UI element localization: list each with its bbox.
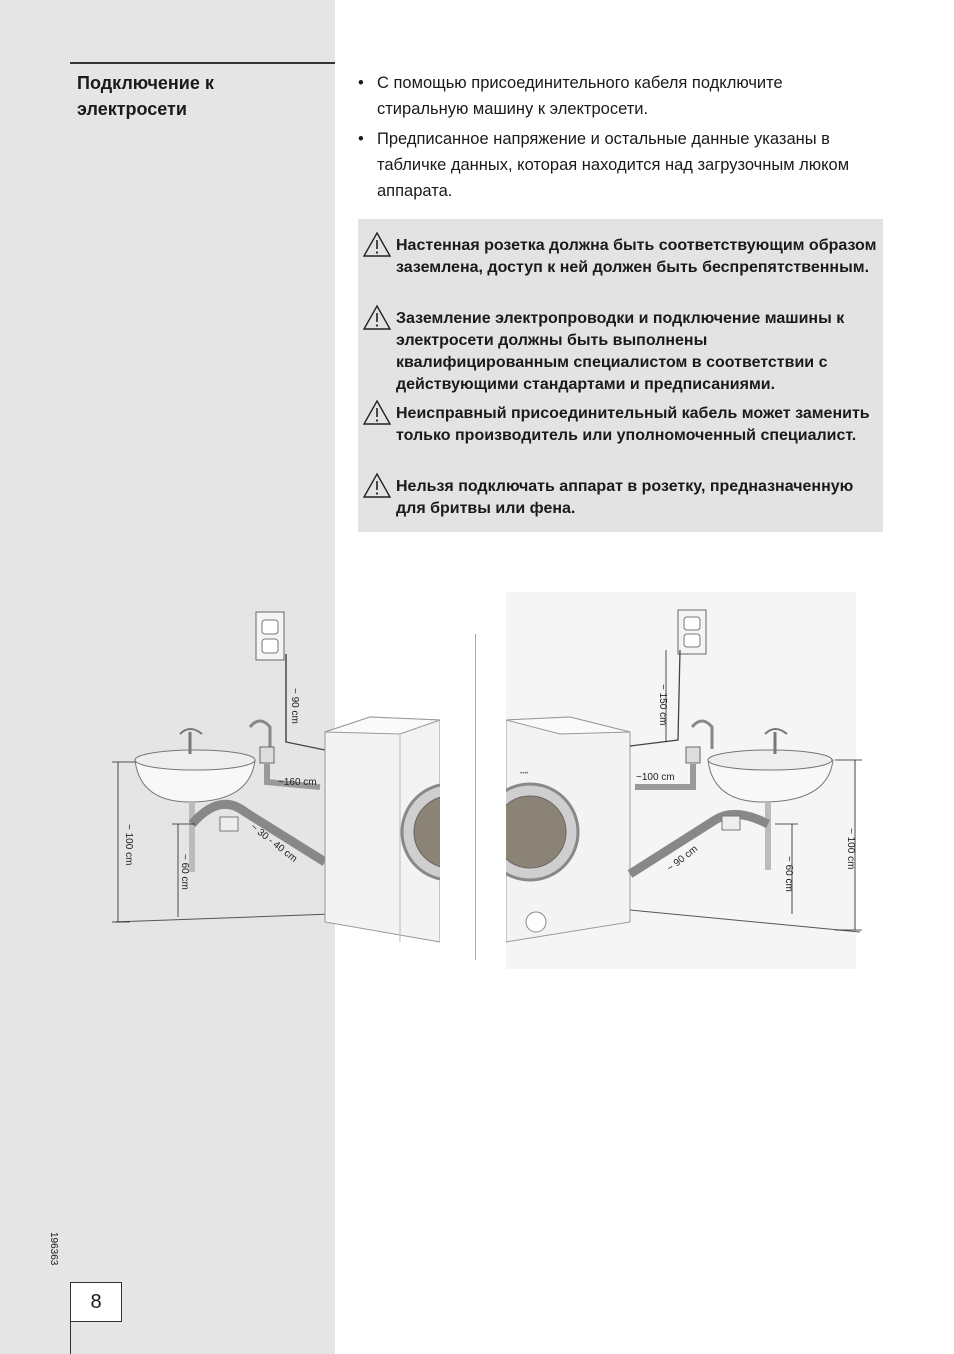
warning-icon (362, 231, 392, 258)
warning-icon (362, 399, 392, 426)
document-code: 196363 (48, 1232, 59, 1266)
instruction-item: • С помощью присоединительного кабеля подключите стиральную машину к электросети. (358, 70, 878, 122)
warning-text: Настенная розетка должна быть соответствующим образом заземлена, доступ к ней должен быть беспрепятственным. (396, 237, 877, 276)
left-illustration (70, 592, 498, 969)
right-sink-height-label: ~ 100 cm (845, 828, 856, 870)
page-number-rule (70, 1320, 71, 1354)
warning-box (358, 219, 883, 532)
warning-text: Нельзя подключать аппарат в розетку, предназначенную для бритвы или фена. (396, 478, 854, 517)
warning-item (362, 235, 882, 279)
warning-icon (362, 472, 392, 499)
warning-item (362, 403, 882, 447)
svg-text:••••: •••• (520, 771, 529, 777)
instruction-list (358, 70, 878, 208)
warning-item (362, 476, 882, 520)
left-cable-length-label: ~160 cm (278, 777, 317, 788)
right-illustration (476, 592, 862, 969)
page-number: 8 (70, 1282, 122, 1322)
installation-diagram (70, 592, 870, 969)
warning-icon (362, 304, 392, 331)
warning-text: Неисправный присоединительный кабель может заменить только производитель или уполномоченный специалист. (396, 405, 870, 444)
left-socket-height-label: ~ 90 cm (289, 688, 300, 724)
left-sink-height-label: ~ 100 cm (123, 824, 134, 866)
section-rule (70, 62, 335, 64)
right-socket-height-label: ~ 150 cm (657, 684, 668, 726)
right-hose-length-label: ~ 90 cm (665, 843, 701, 875)
warning-item (362, 308, 882, 396)
wall-socket (256, 612, 284, 660)
section-title: Подключение к электросети (77, 73, 214, 119)
warning-text: Заземление электропроводки и подключение машины к электросети должны быть выполнены квалифицированным специалистом в соответствии с действующими стандартами и предписаниями. (396, 310, 845, 393)
instruction-item: • Предписанное напряжение и остальные данные указаны в табличке данных, которая находится над загрузочным люком аппарата. (358, 126, 878, 204)
left-drain-height-label: ~ 60 cm (179, 854, 190, 890)
right-drain-height-label: ~ 60 cm (783, 856, 794, 892)
right-cable-length-label: ~100 cm (636, 772, 675, 783)
left-hose-length-label: ~ 30 - 40 cm (248, 821, 299, 865)
wall-socket (678, 610, 706, 654)
